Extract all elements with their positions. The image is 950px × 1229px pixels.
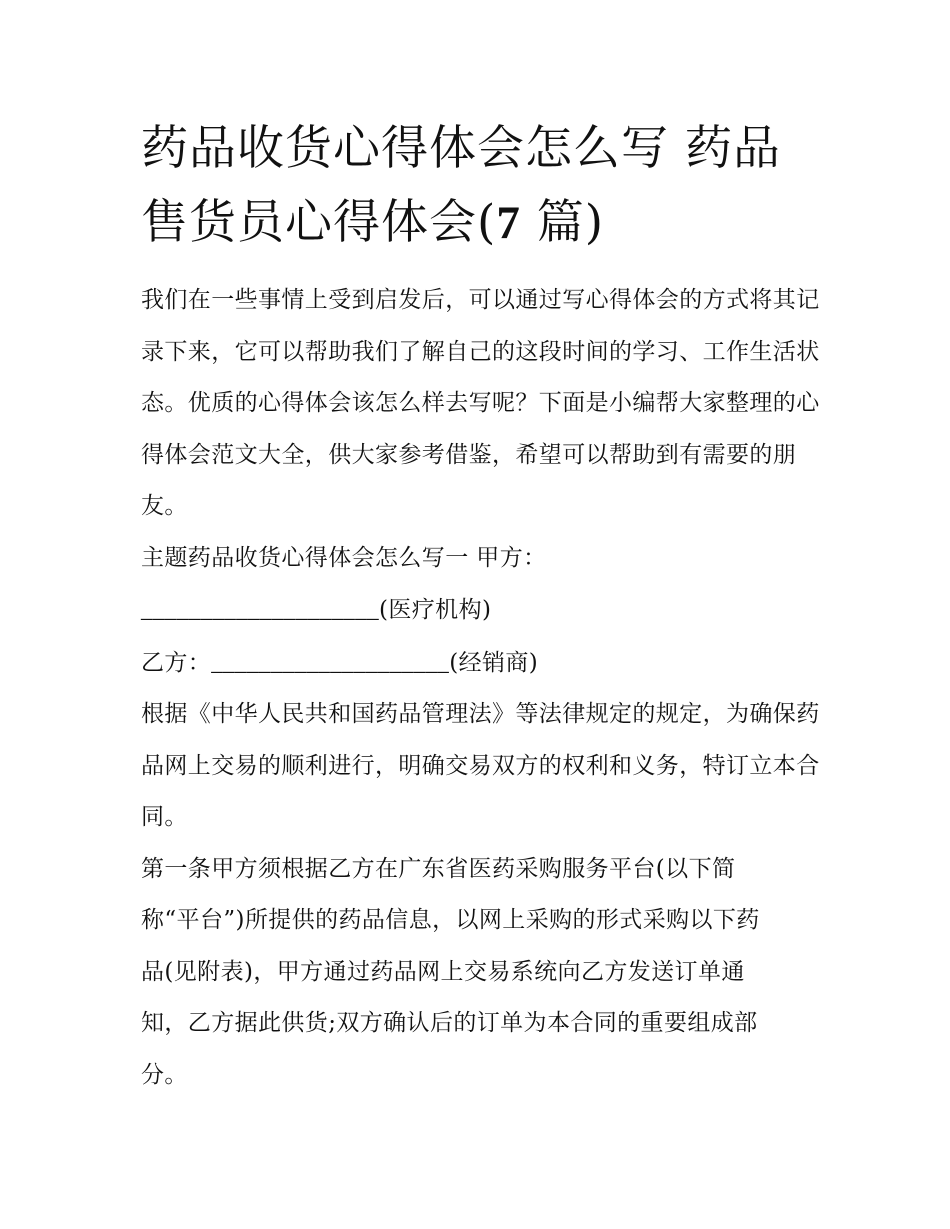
topic-line: 主题药品收货心得体会怎么写一 甲方： — [141, 544, 547, 571]
party-a-line — [141, 584, 821, 637]
basis-paragraph: 根据《中华人民共和国药品管理法》等法律规定的规定，为确保药品网上交易的顺利进行，明确交易双方的权利和义务，特订立本合同。 — [141, 701, 820, 830]
party-b-label: 乙方： — [141, 649, 212, 676]
document-body — [141, 275, 821, 1101]
article-1-line: 第一条甲方须根据乙方在广东省医药采购服务平台(以下简 — [141, 855, 736, 882]
party-b-role: (经销商) — [449, 649, 539, 676]
title-suffix: 篇) — [520, 195, 605, 250]
party-b-blank: ____________________ — [211, 649, 450, 675]
party-b-line — [141, 637, 821, 690]
title-text: 药品收货心得体会怎么写 药品售货员心得体会( — [141, 121, 781, 250]
title-count: 7 — [496, 197, 521, 249]
party-a-role: (医疗机构) — [379, 597, 492, 623]
article-1-line: 品(见附表)，甲方通过药品网上交易系统向乙方发送订单通 — [141, 958, 745, 985]
document-title — [141, 112, 821, 260]
article-1-line: 分。 — [141, 1061, 188, 1088]
article-1 — [141, 844, 821, 1102]
article-1-line: 知，乙方据此供货;双方确认后的订单为本合同的重要组成部 — [141, 1010, 758, 1036]
party-a-blank: ____________________ — [141, 597, 379, 622]
intro-paragraph: 我们在一些事情上受到启发后，可以通过写心得体会的方式将其记录下来，它可以帮助我们了解自己的这段时间的学习、工作生活状态。优质的心得体会该怎么样去写呢？下面是小编帮大家整理的心得体会范文大全，供大家参考借鉴，希望可以帮助到有需要的朋友。 — [141, 287, 820, 519]
article-1-line: 称“平台”)所提供的药品信息，以网上采购的形式采购以下药 — [141, 907, 760, 933]
